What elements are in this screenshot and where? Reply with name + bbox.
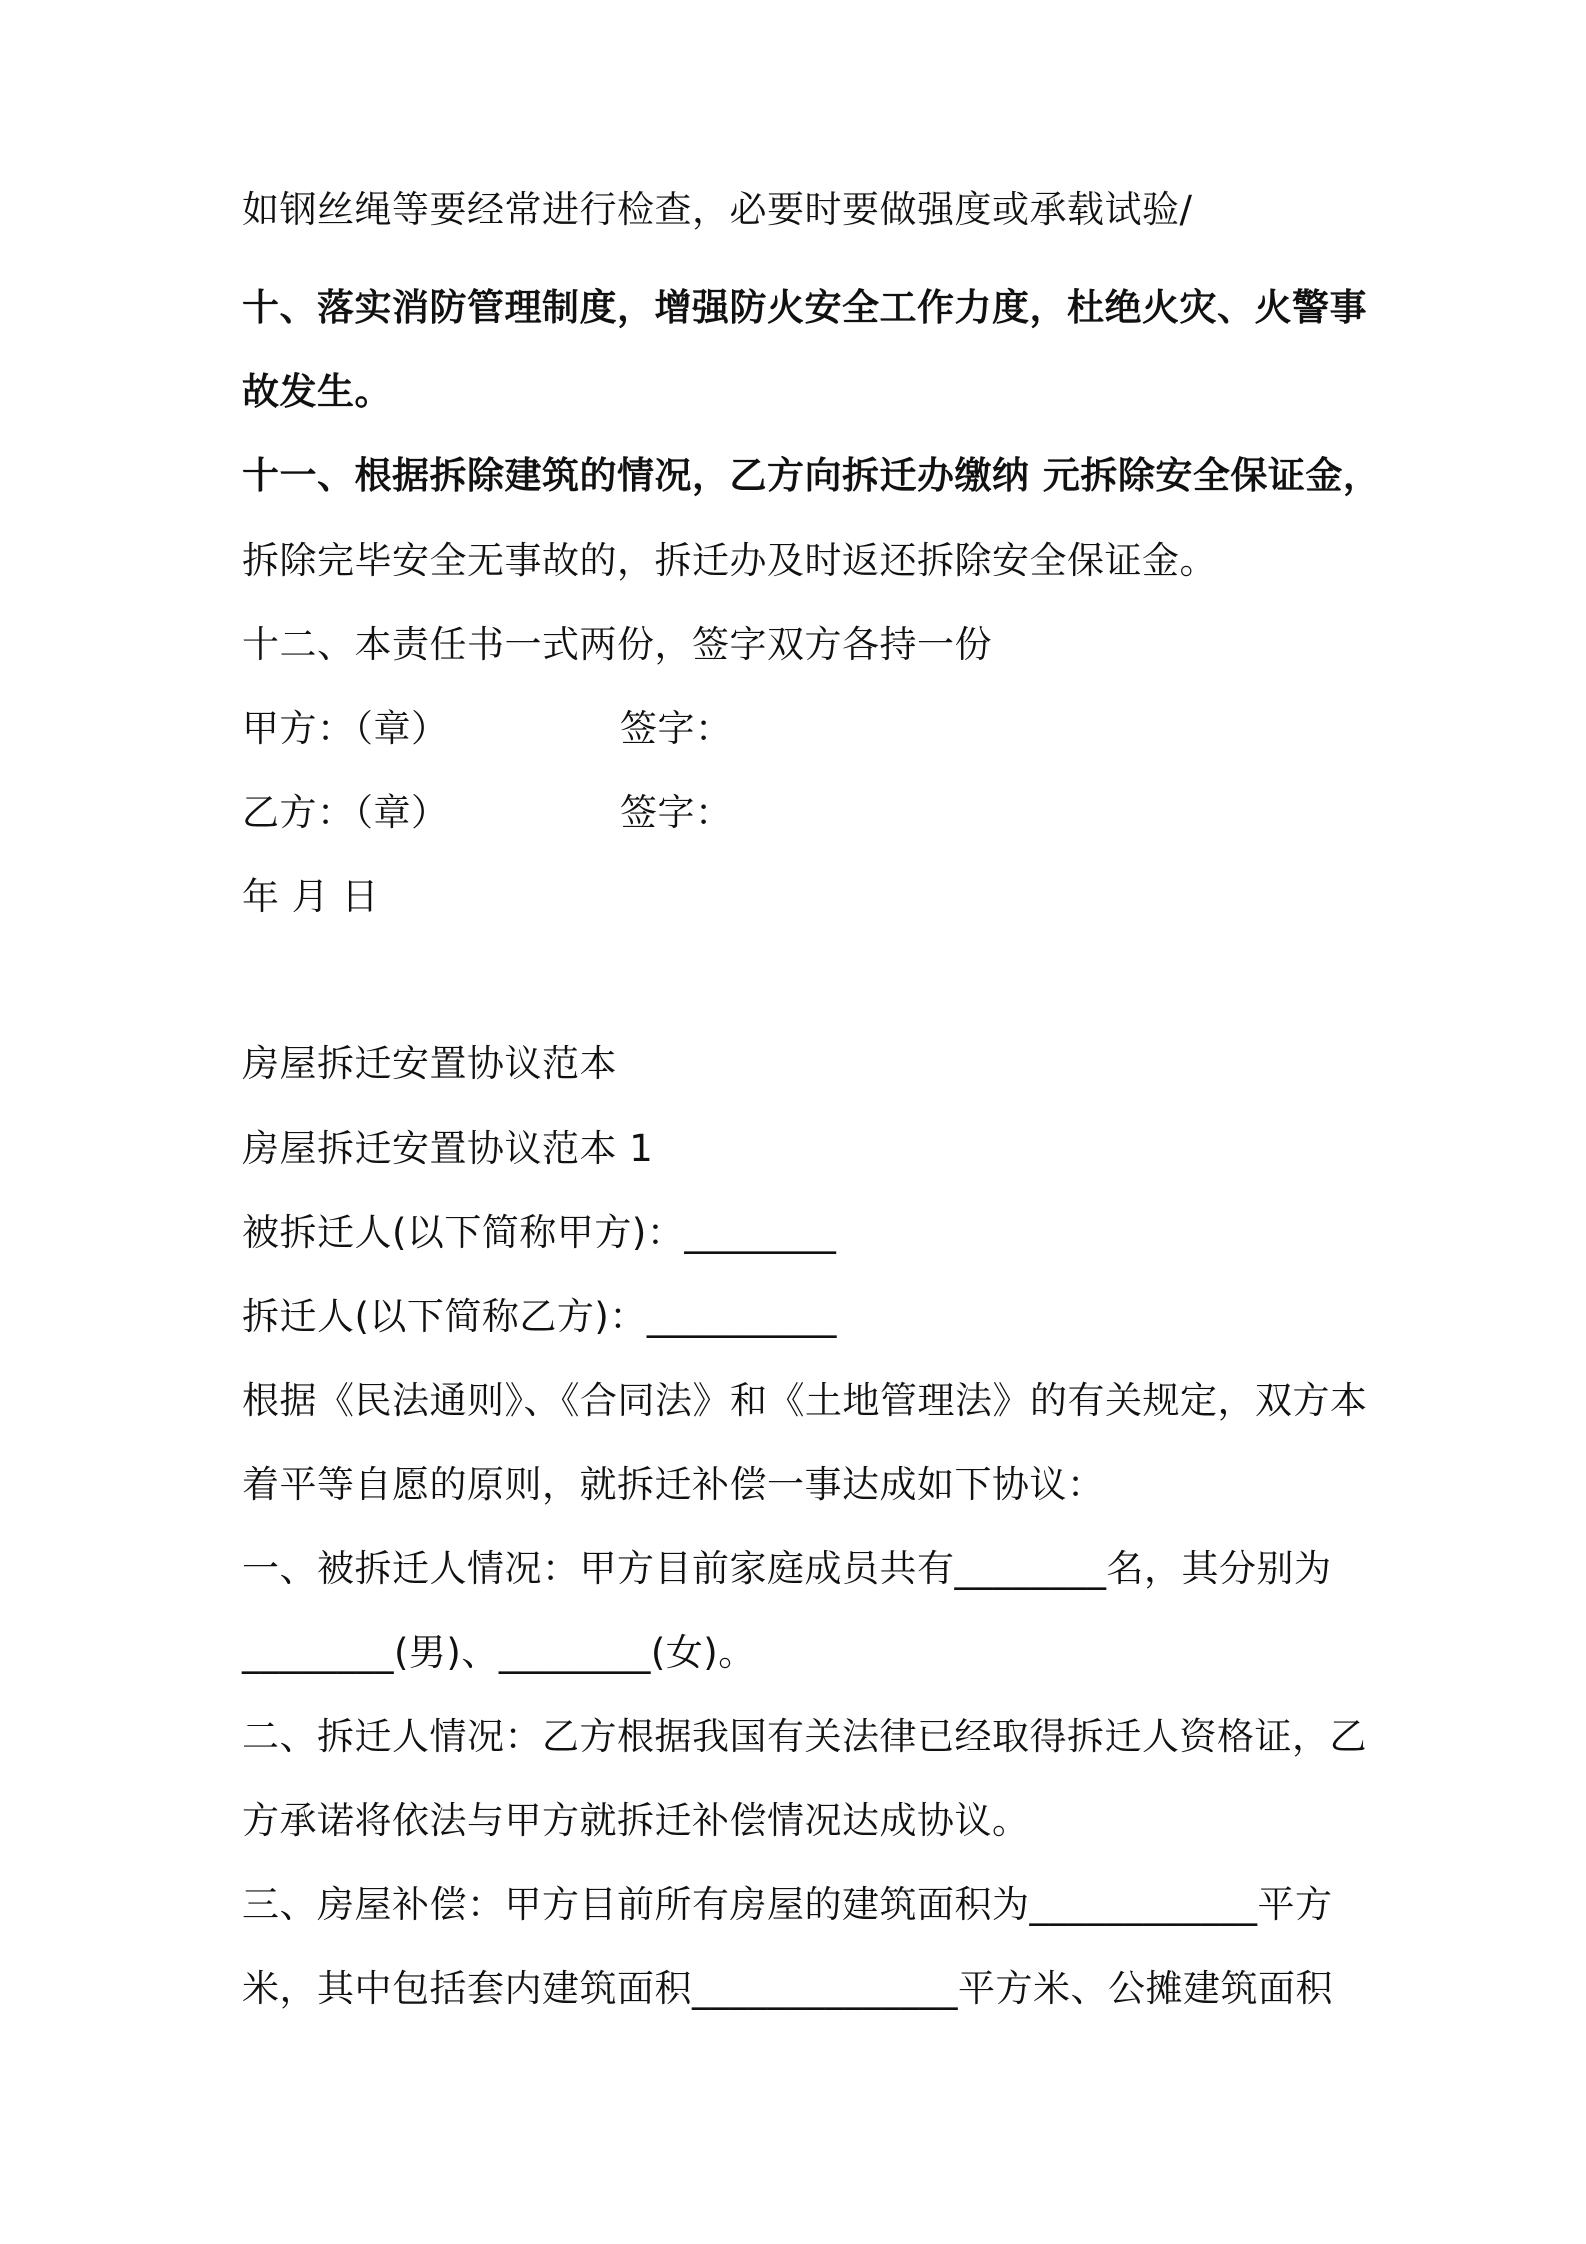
intro-line-1: 根据《民法通则》、《合同法》和《土地管理法》的有关规定，双方本: [242, 1379, 1368, 1422]
date-line: 年 月 日: [242, 875, 380, 918]
party-b-sign-label: 签字：: [620, 791, 733, 834]
item-10-line-2: 故发生。: [242, 370, 392, 413]
party-a-signature-row: [242, 705, 1362, 753]
text-line-steel-rope: 如钢丝绳等要经常进行检查，必要时要做强度或承载试验/: [242, 188, 1193, 231]
party-a-sign-label: 签字：: [620, 707, 733, 750]
party-a-seal-label: 甲方：（章）: [242, 707, 449, 750]
article-2-line-1: 二、拆迁人情况：乙方根据我国有关法律已经取得拆迁人资格证，乙: [242, 1715, 1367, 1758]
article-3-line-2: 米，其中包括套内建筑面积______________平方米、公摊建筑面积: [242, 1967, 1333, 2010]
party-a-line: 被拆迁人(以下简称甲方)：________: [242, 1211, 837, 1254]
article-1-line-2: ________(男)、________(女)。: [242, 1631, 756, 1674]
intro-line-2: 着平等自愿的原则，就拆迁补偿一事达成如下协议：: [242, 1463, 1105, 1506]
document-subtitle: 房屋拆迁安置协议范本 1: [242, 1127, 654, 1170]
article-1-line-1: 一、被拆迁人情况：甲方目前家庭成员共有________名，其分别为: [242, 1547, 1332, 1590]
article-2-line-2: 方承诺将依法与甲方就拆迁补偿情况达成协议。: [242, 1799, 1030, 1842]
party-b-seal-label: 乙方：（章）: [242, 791, 449, 834]
item-12: 十二、本责任书一式两份，签字双方各持一份: [242, 623, 992, 666]
document-title: 房屋拆迁安置协议范本: [242, 1042, 617, 1085]
item-11-line-1: 十一、根据拆除建筑的情况，乙方向拆迁办缴纳 元拆除安全保证金，: [242, 454, 1381, 497]
article-3-line-1: 三、房屋补偿：甲方目前所有房屋的建筑面积为____________平方: [242, 1883, 1333, 1926]
party-b-signature-row: [242, 789, 1362, 837]
item-11-line-2: 拆除完毕安全无事故的，拆迁办及时返还拆除安全保证金。: [242, 539, 1217, 582]
party-b-line: 拆迁人(以下简称乙方)：__________: [242, 1295, 837, 1338]
item-10-line-1: 十、落实消防管理制度，增强防火安全工作力度，杜绝火灾、火警事: [242, 286, 1367, 329]
